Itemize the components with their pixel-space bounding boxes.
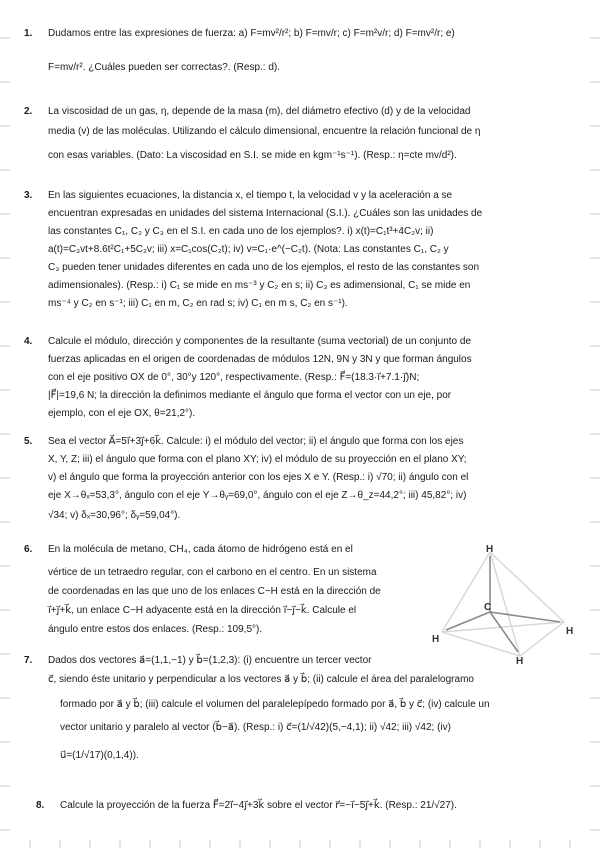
problem-number: 6. (24, 544, 33, 555)
problem-line: con esas variables. (Dato: La viscosidad en S.I. se mide en kgm⁻¹s⁻¹). (Resp.: η=cte mv/d²). (48, 150, 457, 161)
problem-line: con el eje positivo OX de 0°, 30°y 120°, respectivamente. (Resp.: F⃗=(18.3·i⃗+7.1·j⃗)N; (48, 372, 420, 383)
problem-line: Calcule la proyección de la fuerza F⃗=2i⃗−4j⃗+3k⃗ sobre el vector r⃗=−i⃗−5j⃗+k⃗. (Resp.: 21/√27). (60, 800, 457, 811)
atom-label: C (484, 602, 492, 613)
problem-number: 2. (24, 106, 33, 117)
problem-number: 1. (24, 28, 33, 39)
problem-line: fuerzas aplicadas en el origen de coordenadas de módulos 12N, 9N y 3N y que forman ángulos (48, 354, 472, 365)
problem-line: La viscosidad de un gas, η, depende de la masa (m), del diámetro efectivo (d) y de la velocidad (48, 106, 471, 117)
atom-label: H (432, 634, 440, 645)
problem-line: X, Y, Z; iii) el ángulo que forma con el plano XY; iv) el módulo de su proyección en el plano XY; (48, 454, 467, 465)
problem-number: 3. (24, 190, 33, 201)
problem-line: las constantes C₁, C₂ y C₃ en el S.I. en cada uno de los ejemplos?. i) x(t)=C₁t³+4C₂v; ii) (48, 226, 434, 237)
atom-label: H (516, 656, 524, 667)
problem-line: ejemplo, con el eje OX, θ=21,2°). (48, 408, 196, 419)
problem-line: Dudamos entre las expresiones de fuerza: a) F=mv²/r²; b) F=mv/r; c) F=m²v/r; d) F=mv²/r; e) (48, 28, 455, 39)
problem-line: En la molécula de metano, CH₄, cada átomo de hidrógeno está en el (48, 544, 353, 555)
problem-line: Calcule el módulo, dirección y componentes de la resultante (suma vectorial) de un conjunto de (48, 336, 472, 347)
problem-line: adimensionales). (Resp.: i) C₁ se mide en ms⁻³ y C₂ en s; ii) C₃ es adimensional, C₁ se mide en (48, 280, 471, 291)
atom-label: H (566, 626, 574, 637)
problem-line: √34; v) δₓ=30,96°; δᵧ=59,04°). (48, 510, 181, 521)
problem-line: C₃ pueden tener unidades diferentes en cada uno de los ejemplos, el resto de las constantes son (48, 262, 480, 273)
problem-line: Dados dos vectores a⃗=(1,1,−1) y b⃗=(1,2,3): (i) encuentre un tercer vector (48, 655, 372, 666)
problem-line: v) el ángulo que forma la proyección anterior con los ejes X e Y. (Resp.: i) √70; ii) ángulo con el (48, 472, 469, 483)
methane-tetrahedron-diagram (430, 540, 580, 670)
problem-line: ms⁻⁴ y C₂ en s⁻¹; iii) C₁ en m, C₂ en rad s; iv) C₁ en m s, C₂ en s⁻¹). (48, 298, 348, 309)
problem-line: En las siguientes ecuaciones, la distancia x, el tiempo t, la velocidad v y la aceleración a se (48, 190, 453, 201)
problem-number: 7. (24, 655, 33, 666)
problem-line: |F⃗|=19,6 N; la dirección la definimos mediante el ángulo que forma el vector con un eje, por (48, 390, 452, 401)
atom-label: H (486, 544, 494, 555)
problem-line: a(t)=C₃vt+8.6t²C₁+5C₂v; iii) x=C₁cos(C₂t); iv) v=C₁·e^(−C₂t). (Nota: Las constantes C₁, C₂ y (48, 244, 449, 255)
problem-line: formado por a⃗ y b⃗; (iii) calcule el volumen del paralelepípedo formado por a⃗, b⃗ y c⃗; (iv) calcule un (60, 699, 490, 710)
problem-line: Sea el vector A⃗=5i⃗+3j⃗+6k⃗. Calcule: i) el módulo del vector; ii) el ángulo que forma con los ejes (48, 436, 464, 447)
problem-line: i⃗+j⃗+k⃗, un enlace C−H adyacente está en la dirección i⃗−j⃗−k⃗. Calcule el (48, 605, 357, 616)
problem-line: u⃗=(1/√17)(0,1,4)). (60, 750, 139, 761)
problem-line: vector unitario y paralelo al vector (b⃗−a⃗). (Resp.: i) c⃗=(1/√42)(5,−4,1); ii) √42; iii) √42; (iv) (60, 722, 451, 733)
problem-number: 4. (24, 336, 33, 347)
problem-line: media (v) de las moléculas. Utilizando el cálculo dimensional, encuentre la relación funcional de η (48, 126, 481, 137)
problem-line: de coordenadas en las que uno de los enlaces C−H está en la dirección de (48, 586, 381, 597)
problem-line: F=mv/r². ¿Cuáles pueden ser correctas?. (Resp.: d). (48, 62, 281, 73)
problem-line: vértice de un tetraedro regular, con el carbono en el centro. En un sistema (48, 567, 377, 578)
problem-line: eje X→θₓ=53,3°, ángulo con el eje Y→θᵧ=69,0°, ángulo con el eje Z→θ_z=44,2°; iii) 45,82°; iv) (48, 490, 467, 501)
problem-line: c⃗, siendo éste unitario y perpendicular a los vectores a⃗ y b⃗; (ii) calcule el área del paralelogramo (48, 674, 474, 685)
problem-number: 5. (24, 436, 33, 447)
problem-line: ángulo entre estos dos enlaces. (Resp.: 109,5°). (48, 624, 263, 635)
problem-line: encuentran expresadas en unidades del sistema Internacional (S.I.). ¿Cuáles son las unidades de (48, 208, 483, 219)
problem-number: 8. (36, 800, 45, 811)
